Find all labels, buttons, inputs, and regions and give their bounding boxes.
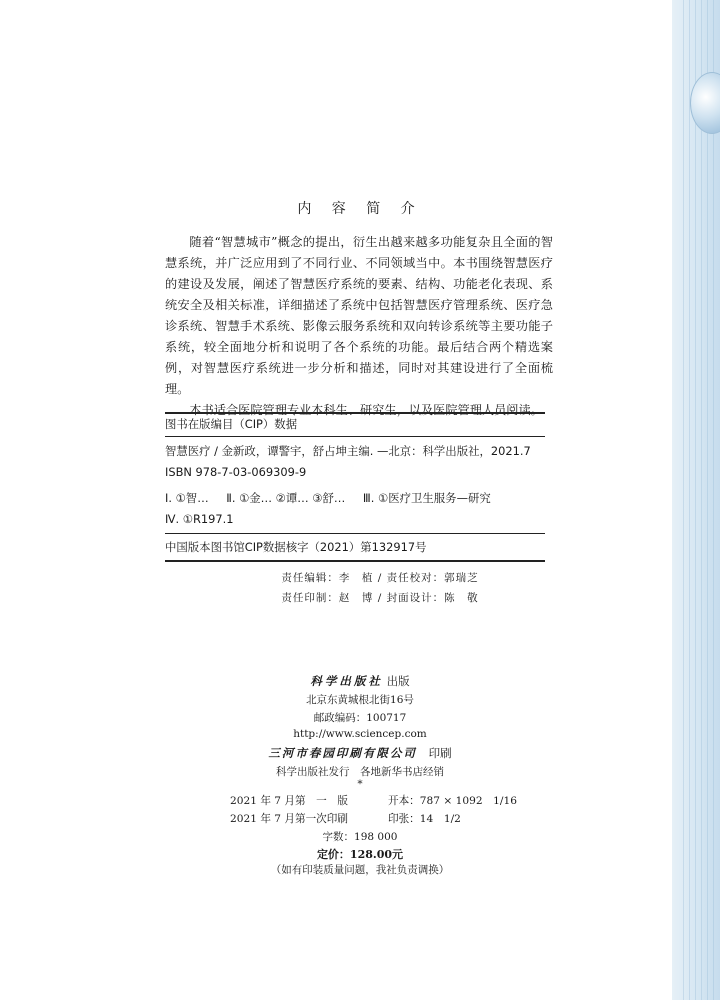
price: 定价：128.00元 <box>316 848 404 861</box>
cip-class-item: Ⅰ. ①智… <box>165 491 209 505</box>
cip-heading: 图书在版编目（CIP）数据 <box>165 417 298 431</box>
printer-name: 三河市春园印刷有限公司 <box>268 746 417 760</box>
cip-divider <box>165 533 545 534</box>
separator-star: * <box>357 778 363 790</box>
credits-editors: 责任编辑：李 植 / 责任校对：郭瑞芝 <box>281 572 479 584</box>
distribution-line: 科学出版社发行 各地新华书店经销 <box>276 766 444 778</box>
cip-bottom-rule <box>165 560 545 562</box>
publisher-address: 北京东黄城根北街16号 <box>306 694 414 706</box>
publisher-logo-text: 科学出版社 <box>310 674 383 688</box>
format-line: 开本：787 × 1092 1/16 <box>388 795 517 807</box>
cip-classification <box>165 490 545 506</box>
publisher-suffix: 出版 <box>386 674 410 688</box>
summary-paragraph: 随着“智慧城市”概念的提出，衍生出越来越多功能复杂且全面的智慧系统，并广泛应用到了不同行业、不同领域当中。本书围绕智慧医疗的建设及发展，阐述了智慧医疗系统的要素、结构、功能老化表现、系统安全及相关标准，详细描述了系统中包括智慧医疗管理系统、医疗急诊系统、智慧手术系统、影像云服务系统和双向转诊系统等主要功能子系统，较全面地分析和说明了各个系统的功能。最后结合两个精选案例，对智慧医疗系统进一步分析和描述，同时对其建设进行了全面梳理。 <box>165 235 553 396</box>
summary-paragraph: 本书适合医院管理专业本科生、研究生，以及医院管理人员阅读。 <box>189 403 543 417</box>
credits-production: 责任印制：赵 博 / 封面设计：陈 敬 <box>281 592 479 604</box>
publisher-postcode: 邮政编码：100717 <box>313 712 407 724</box>
cip-class-number: Ⅳ. ①R197.1 <box>165 512 234 526</box>
cip-core-number: 中国版本图书馆CIP数据核字（2021）第132917号 <box>165 540 427 554</box>
cip-class-item: Ⅱ. ①金… ②谭… ③舒… <box>226 491 346 505</box>
printer-line <box>0 745 720 761</box>
cip-divider <box>165 436 545 437</box>
word-count: 字数：198 000 <box>322 831 398 843</box>
printing-line: 2021 年 7 月第一次印刷 <box>230 813 348 825</box>
publisher-line <box>0 673 720 689</box>
printer-suffix: 印刷 <box>428 746 452 760</box>
summary-body <box>165 232 553 421</box>
summary-title: 内 容 简 介 <box>297 201 423 217</box>
cip-isbn: ISBN 978-7-03-069309-9 <box>165 465 307 479</box>
edition-line: 2021 年 7 月第 一 版 <box>230 795 348 807</box>
cip-bibliographic-line: 智慧医疗 / 金新政，谭警宇，舒占坤主编. —北京：科学出版社，2021.7 <box>165 444 531 458</box>
quality-notice: （如有印装质量问题，我社负责调换） <box>270 864 450 876</box>
publisher-url: http://www.sciencep.com <box>293 728 427 740</box>
cip-class-item: Ⅲ. ①医疗卫生服务—研究 <box>362 491 491 505</box>
cip-top-rule <box>165 412 545 414</box>
sheets-line: 印张：14 1/2 <box>388 813 461 825</box>
